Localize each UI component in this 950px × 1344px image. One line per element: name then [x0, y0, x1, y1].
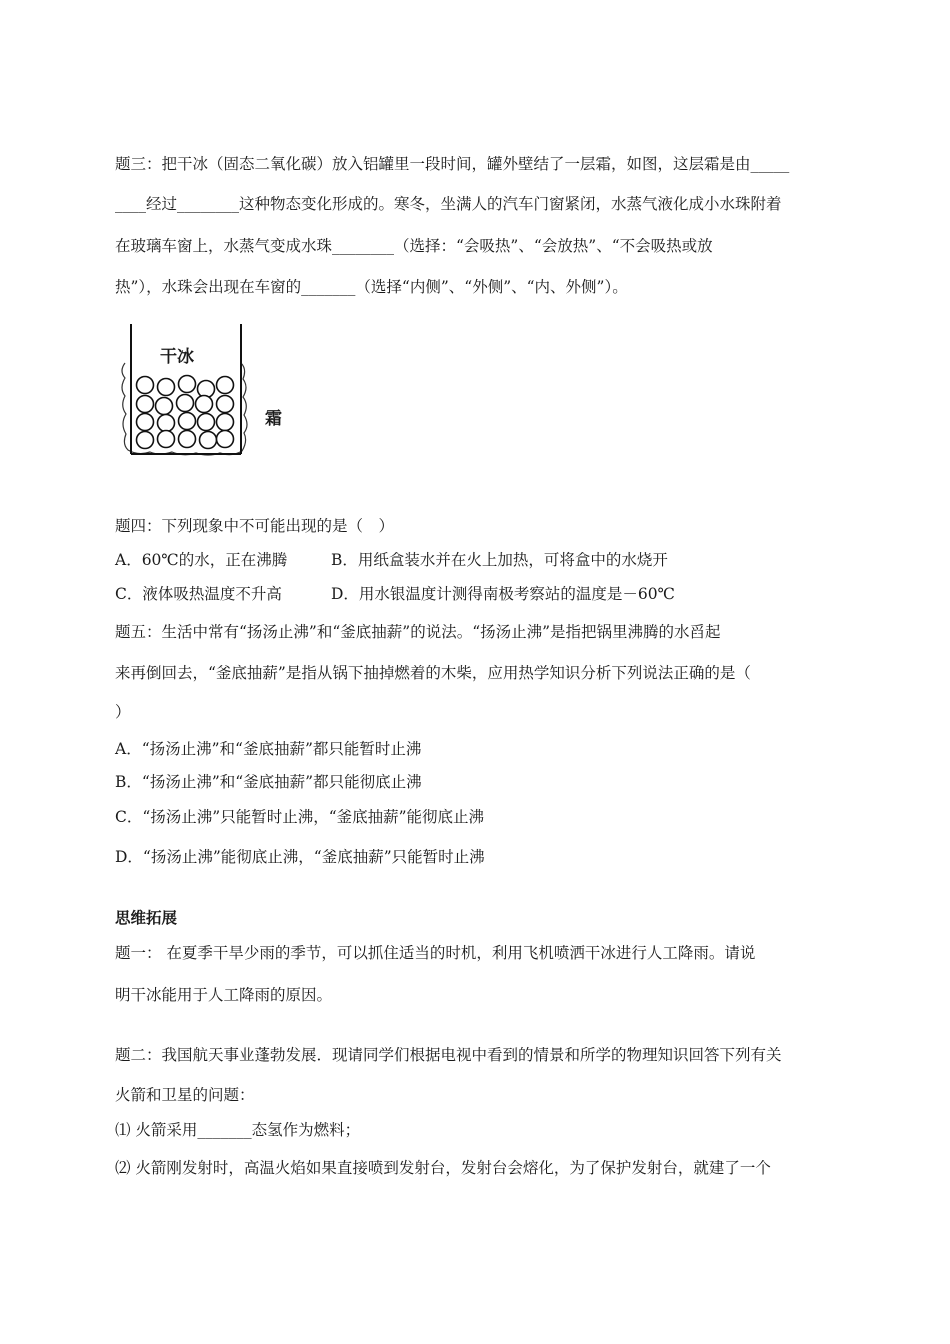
q5-option-a: A．“扬汤止沸”和“釜底抽薪”都只能暂时止沸: [115, 740, 422, 758]
q5-line-1: 题五：生活中常有“扬汤止沸”和“釜底抽薪”的说法。“扬汤止沸”是指把锅里沸腾的水舀起: [115, 623, 721, 641]
q5-option-b: B．“扬汤止沸”和“釜底抽薪”都只能彻底止沸: [115, 773, 422, 791]
q5-option-c: C．“扬汤止沸”只能暂时止沸，“釜底抽薪”能彻底止沸: [115, 808, 485, 826]
q4-option-b: B．用纸盒装水并在火上加热，可将盒中的水烧开: [331, 551, 668, 569]
ext-q2-line-2: 火箭和卫星的问题：: [115, 1086, 255, 1104]
q3-line-4: 热”），水珠会出现在车窗的_______（选择“内侧”、“外侧”、“内、外侧”）。: [115, 278, 628, 296]
section-heading-extension: 思维拓展: [115, 909, 178, 927]
ext-q1-line-2: 明干冰能用于人工降雨的原因。: [115, 986, 333, 1004]
dry-ice-label: 干冰: [160, 347, 194, 367]
q5-line-2: 来再倒回去，“釜底抽薪”是指从锅下抽掉燃着的木柴，应用热学知识分析下列说法正确的是（: [115, 664, 751, 682]
ext-q2-item-2: ⑵ 火箭刚发射时，高温火焰如果直接喷到发射台，发射台会熔化，为了保护发射台，就建了一个: [115, 1159, 771, 1177]
ext-q1-line-1: 题一： 在夏季干旱少雨的季节，可以抓住适当的时机，利用飞机喷洒干冰进行人工降雨。请说: [115, 944, 756, 962]
q3-line-3: 在玻璃车窗上，水蒸气变成水珠________（选择：“会吸热”、“会放热”、“不会吸热或放: [115, 237, 713, 255]
q5-option-d: D．“扬汤止沸”能彻底止沸，“釜底抽薪”只能暂时止沸: [115, 848, 485, 866]
q3-line-1: 题三：把干冰（固态二氧化碳）放入铝罐里一段时间，罐外壁结了一层霜，如图，这层霜是由_____: [115, 155, 790, 173]
ext-q2-line-1: 题二：我国航天事业蓬勃发展．现请同学们根据电视中看到的情景和所学的物理知识回答下列有关: [115, 1046, 782, 1064]
dry-ice-can-figure: [115, 318, 295, 468]
dry-ice-pellets: [137, 376, 234, 449]
q4-stem: 题四：下列现象中不可能出现的是（ ）: [115, 517, 395, 535]
q4-option-c: C．液体吸热温度不升高: [115, 585, 282, 603]
frost-label: 霜: [265, 409, 282, 429]
q4-option-a: A．60℃的水，正在沸腾: [115, 551, 288, 569]
dry-ice-can-diagram: [115, 318, 295, 468]
q3-line-2: ____经过________这种物态变化形成的。寒冬，坐满人的汽车门窗紧闭，水蒸气液化成小水珠附着: [115, 195, 782, 213]
q4-option-d: D．用水银温度计测得南极考察站的温度是－60℃: [331, 585, 675, 603]
q5-line-3: ）: [115, 703, 131, 721]
ext-q2-item-1: ⑴ 火箭采用_______态氢作为燃料；: [115, 1121, 361, 1139]
